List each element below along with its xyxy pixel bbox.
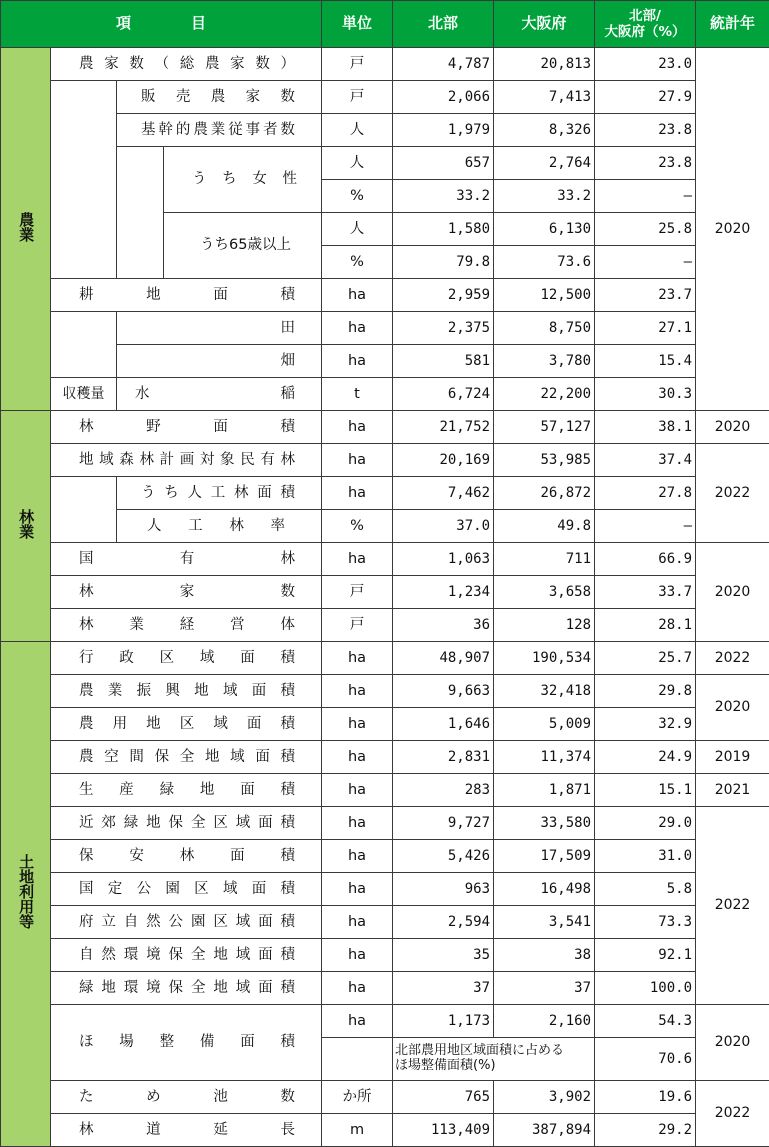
unit-cell: ha [322,708,393,741]
hokubu-cell: 7,462 [393,477,494,510]
table-row [1,543,769,576]
row-label: 地域森林計画対象民有林 [51,444,322,477]
ratio-cell: 19.6 [595,1081,696,1114]
osaka-cell: 3,541 [494,906,595,939]
table-row [1,1114,769,1147]
table-row [1,1081,769,1114]
row-label: 水稲 [117,378,322,411]
table-row [1,609,769,642]
osaka-cell: 12,500 [494,279,595,312]
unit-cell: ha [322,972,393,1005]
osaka-cell: 22,200 [494,378,595,411]
ratio-cell: ― [595,246,696,279]
unit-cell [322,1038,393,1081]
osaka-cell: 8,326 [494,114,595,147]
header-ratio-line1: 北部/ [629,7,661,24]
year-cell: 2020 [696,675,769,741]
seibi-note-line2: ほ場整備面積(%) [395,1058,496,1073]
section-forestry: 林業 [1,411,51,642]
table-row [1,642,769,675]
header-ratio-line2: 大阪府（%） [604,24,686,40]
hokubu-cell: 20,169 [393,444,494,477]
osaka-cell: 8,750 [494,312,595,345]
ratio-cell: 25.8 [595,213,696,246]
hokubu-cell: 113,409 [393,1114,494,1147]
unit-cell: か所 [322,1081,393,1114]
hokubu-cell: 35 [393,939,494,972]
header-osaka: 大阪府 [494,1,595,48]
osaka-cell: 190,534 [494,642,595,675]
osaka-cell: 16,498 [494,873,595,906]
osaka-cell: 3,658 [494,576,595,609]
osaka-cell: 6,130 [494,213,595,246]
hokubu-cell: 21,752 [393,411,494,444]
ratio-cell: 23.8 [595,147,696,180]
header-item: 項 目 [1,1,322,48]
hokubu-cell: 9,727 [393,807,494,840]
ratio-cell: 32.9 [595,708,696,741]
osaka-cell: 5,009 [494,708,595,741]
unit-cell: ha [322,840,393,873]
seibi-note [393,1038,595,1081]
indent-spacer [51,477,117,543]
year-cell: 2022 [696,642,769,675]
hokubu-cell: 4,787 [393,48,494,81]
table-row [1,48,769,81]
hokubu-cell: 1,063 [393,543,494,576]
year-cell: 2021 [696,774,769,807]
table-row [1,279,769,312]
unit-cell: ha [322,279,393,312]
unit-cell: 戸 [322,609,393,642]
header-hokubu: 北部 [393,1,494,48]
section-agriculture: 農業 [1,48,51,411]
table-row [1,675,769,708]
unit-cell: ha [322,873,393,906]
ratio-cell: 100.0 [595,972,696,1005]
table-row [1,510,769,543]
osaka-cell: 57,127 [494,411,595,444]
header-ratio [595,1,696,48]
table-row [1,840,769,873]
year-cell: 2020 [696,48,769,411]
harvest-label: 収穫量 [51,378,117,411]
indent-spacer [51,81,117,279]
indent-spacer [51,312,117,378]
ratio-cell: 24.9 [595,741,696,774]
ratio-cell: 37.4 [595,444,696,477]
osaka-cell: 38 [494,939,595,972]
ratio-cell: ― [595,510,696,543]
table-row [1,477,769,510]
indent-spacer [117,147,164,279]
osaka-cell: 53,985 [494,444,595,477]
ratio-cell: 23.0 [595,48,696,81]
unit-cell: % [322,510,393,543]
unit-cell: ha [322,642,393,675]
osaka-cell: 20,813 [494,48,595,81]
year-cell: 2020 [696,411,769,444]
ratio-cell: 27.9 [595,81,696,114]
ratio-cell: 28.1 [595,609,696,642]
hokubu-cell: 36 [393,609,494,642]
row-label: 国定公園区域面積 [51,873,322,906]
table-row [1,972,769,1005]
hokubu-cell: 2,959 [393,279,494,312]
year-cell: 2022 [696,807,769,1005]
row-label: 人工林率 [117,510,322,543]
unit-cell: 戸 [322,48,393,81]
table-row [1,378,769,411]
hokubu-cell: 5,426 [393,840,494,873]
row-label: 畑 [117,345,322,378]
hokubu-cell: 37.0 [393,510,494,543]
unit-cell: ha [322,411,393,444]
unit-cell: t [322,378,393,411]
row-label: 近郊緑地保全区域面積 [51,807,322,840]
hokubu-cell: 37 [393,972,494,1005]
row-label: 耕地面積 [51,279,322,312]
row-label: 林家数 [51,576,322,609]
table-row [1,411,769,444]
ratio-cell: 73.3 [595,906,696,939]
osaka-cell: 32,418 [494,675,595,708]
unit-cell: ha [322,774,393,807]
year-cell: 2019 [696,741,769,774]
row-label: うち65歳以上 [164,213,322,279]
ratio-cell: 30.3 [595,378,696,411]
year-cell: 2020 [696,543,769,642]
ratio-cell: 25.7 [595,642,696,675]
hokubu-cell: 657 [393,147,494,180]
header-row [1,1,769,48]
row-label: 農用地区域面積 [51,708,322,741]
unit-cell: % [322,180,393,213]
row-label: 自然環境保全地域面積 [51,939,322,972]
row-label: ため池数 [51,1081,322,1114]
header-year: 統計年 [696,1,769,48]
unit-cell: ha [322,477,393,510]
row-label: うち女性 [164,147,322,213]
row-label: 農業振興地域面積 [51,675,322,708]
hokubu-cell: 283 [393,774,494,807]
row-label: 保安林面積 [51,840,322,873]
ratio-cell: 27.1 [595,312,696,345]
unit-cell: ha [322,1005,393,1038]
table-row [1,873,769,906]
hokubu-cell: 2,375 [393,312,494,345]
ratio-cell: 15.1 [595,774,696,807]
header-unit: 単位 [322,1,393,48]
unit-cell: ha [322,939,393,972]
osaka-cell: 2,160 [494,1005,595,1038]
ratio-cell: 23.8 [595,114,696,147]
year-cell: 2022 [696,1081,769,1147]
hokubu-cell: 2,594 [393,906,494,939]
ratio-cell: 33.7 [595,576,696,609]
hokubu-cell: 1,580 [393,213,494,246]
unit-cell: m [322,1114,393,1147]
unit-cell: ha [322,807,393,840]
table-row [1,906,769,939]
hokubu-cell: 79.8 [393,246,494,279]
table-row [1,576,769,609]
osaka-cell: 37 [494,972,595,1005]
unit-cell: 戸 [322,576,393,609]
table-row [1,81,769,114]
ratio-cell: 29.2 [595,1114,696,1147]
row-label: ほ場整備面積 [51,1005,322,1081]
row-label: 農家数（総農家数） [51,48,322,81]
hokubu-cell: 2,066 [393,81,494,114]
unit-cell: 人 [322,147,393,180]
ratio-cell: 92.1 [595,939,696,972]
osaka-cell: 128 [494,609,595,642]
ratio-cell: 54.3 [595,1005,696,1038]
table-row [1,708,769,741]
hokubu-cell: 6,724 [393,378,494,411]
ratio-cell: 23.7 [595,279,696,312]
table-row [1,774,769,807]
osaka-cell: 33,580 [494,807,595,840]
osaka-cell: 17,509 [494,840,595,873]
hokubu-cell: 1,979 [393,114,494,147]
row-label: 府立自然公園区域面積 [51,906,322,939]
year-cell: 2022 [696,444,769,543]
hokubu-cell: 1,646 [393,708,494,741]
osaka-cell: 49.8 [494,510,595,543]
row-label: 販売農家数 [117,81,322,114]
hokubu-cell: 48,907 [393,642,494,675]
unit-cell: ha [322,444,393,477]
hokubu-cell: 1,173 [393,1005,494,1038]
osaka-cell: 7,413 [494,81,595,114]
unit-cell: ha [322,345,393,378]
row-label: 生産緑地面積 [51,774,322,807]
table-row [1,312,769,345]
table-row [1,345,769,378]
unit-cell: ha [322,906,393,939]
ratio-cell: 27.8 [595,477,696,510]
row-label: 林道延長 [51,1114,322,1147]
ratio-cell: 29.0 [595,807,696,840]
row-label: 基幹的農業従事者数 [117,114,322,147]
osaka-cell: 33.2 [494,180,595,213]
table-row [1,807,769,840]
unit-cell: % [322,246,393,279]
ratio-cell: 38.1 [595,411,696,444]
row-label: 林業経営体 [51,609,322,642]
table-row [1,741,769,774]
ratio-cell: 31.0 [595,840,696,873]
osaka-cell: 1,871 [494,774,595,807]
ratio-cell: ― [595,180,696,213]
row-label: 農空間保全地域面積 [51,741,322,774]
row-label: 林野面積 [51,411,322,444]
hokubu-cell: 1,234 [393,576,494,609]
table-row [1,1005,769,1038]
table-row [1,114,769,147]
row-label: うち人工林面積 [117,477,322,510]
section-land-use: 土地利用等 [1,642,51,1147]
ratio-cell: 29.8 [595,675,696,708]
osaka-cell: 3,780 [494,345,595,378]
ratio-cell: 70.6 [595,1038,696,1081]
hokubu-cell: 581 [393,345,494,378]
table-row [1,444,769,477]
osaka-cell: 2,764 [494,147,595,180]
unit-cell: ha [322,741,393,774]
hokubu-cell: 33.2 [393,180,494,213]
unit-cell: ha [322,543,393,576]
row-label: 行政区域面積 [51,642,322,675]
row-label: 田 [117,312,322,345]
seibi-note-line1: 北部農用地区域面積に占める [395,1043,565,1059]
year-cell: 2020 [696,1005,769,1081]
hokubu-cell: 765 [393,1081,494,1114]
ratio-cell: 66.9 [595,543,696,576]
osaka-cell: 11,374 [494,741,595,774]
unit-cell: 戸 [322,81,393,114]
ratio-cell: 5.8 [595,873,696,906]
osaka-cell: 711 [494,543,595,576]
table-row [1,147,769,180]
ratio-cell: 15.4 [595,345,696,378]
unit-cell: 人 [322,114,393,147]
hokubu-cell: 2,831 [393,741,494,774]
osaka-cell: 73.6 [494,246,595,279]
osaka-cell: 26,872 [494,477,595,510]
unit-cell: ha [322,675,393,708]
row-label: 国有林 [51,543,322,576]
unit-cell: 人 [322,213,393,246]
hokubu-cell: 9,663 [393,675,494,708]
table-row [1,939,769,972]
osaka-cell: 387,894 [494,1114,595,1147]
unit-cell: ha [322,312,393,345]
osaka-cell: 3,902 [494,1081,595,1114]
hokubu-cell: 963 [393,873,494,906]
row-label: 緑地環境保全地域面積 [51,972,322,1005]
